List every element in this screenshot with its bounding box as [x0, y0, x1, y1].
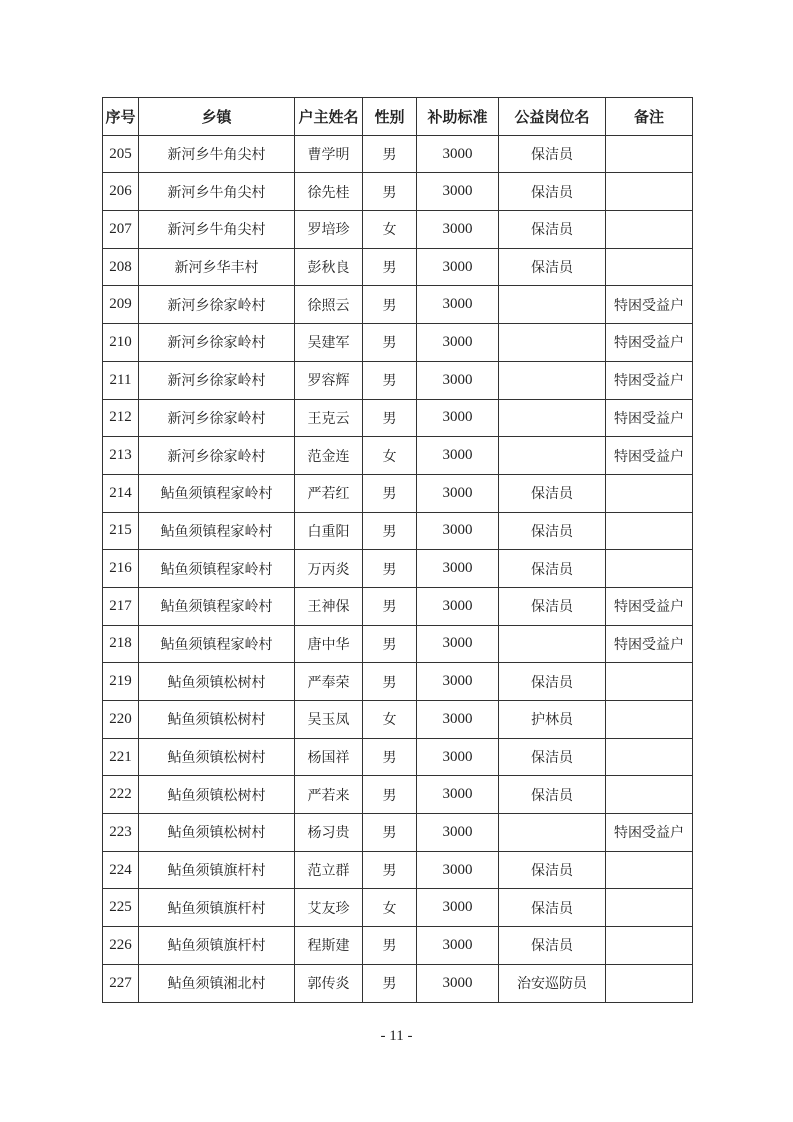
cell-gender: 男	[363, 587, 417, 625]
cell-gender: 男	[363, 663, 417, 701]
header-public-welfare-post: 公益岗位名	[499, 98, 606, 136]
cell-index: 226	[103, 927, 139, 965]
cell-index: 211	[103, 361, 139, 399]
table-row	[103, 399, 693, 437]
cell-remarks: 特困受益户	[606, 399, 693, 437]
cell-householder-name: 范金连	[295, 437, 363, 475]
cell-public-welfare-post	[499, 361, 606, 399]
cell-gender: 男	[363, 738, 417, 776]
cell-township: 新河乡徐家岭村	[139, 361, 295, 399]
cell-gender: 女	[363, 701, 417, 739]
subsidy-table	[102, 97, 693, 1003]
cell-public-welfare-post: 保洁员	[499, 248, 606, 286]
table-row	[103, 474, 693, 512]
cell-public-welfare-post: 治安巡防员	[499, 964, 606, 1002]
cell-public-welfare-post	[499, 286, 606, 324]
cell-index: 212	[103, 399, 139, 437]
table-row	[103, 738, 693, 776]
cell-remarks	[606, 851, 693, 889]
cell-householder-name: 杨国祥	[295, 738, 363, 776]
cell-township: 新河乡华丰村	[139, 248, 295, 286]
cell-householder-name: 严奉荣	[295, 663, 363, 701]
cell-index: 217	[103, 587, 139, 625]
table-row	[103, 550, 693, 588]
cell-index: 227	[103, 964, 139, 1002]
cell-public-welfare-post: 保洁员	[499, 663, 606, 701]
table-row	[103, 587, 693, 625]
cell-public-welfare-post: 保洁员	[499, 851, 606, 889]
cell-householder-name: 罗培珍	[295, 211, 363, 249]
cell-householder-name: 徐先桂	[295, 173, 363, 211]
cell-remarks	[606, 550, 693, 588]
table-row	[103, 663, 693, 701]
table-row	[103, 248, 693, 286]
cell-remarks	[606, 211, 693, 249]
cell-subsidy-standard: 3000	[417, 851, 499, 889]
cell-remarks	[606, 927, 693, 965]
cell-index: 208	[103, 248, 139, 286]
header-gender: 性别	[363, 98, 417, 136]
cell-householder-name: 郭传炎	[295, 964, 363, 1002]
cell-gender: 男	[363, 173, 417, 211]
cell-township: 新河乡徐家岭村	[139, 399, 295, 437]
cell-householder-name: 徐照云	[295, 286, 363, 324]
cell-township: 鲇鱼须镇程家岭村	[139, 512, 295, 550]
cell-index: 222	[103, 776, 139, 814]
cell-township: 鲇鱼须镇旗杆村	[139, 851, 295, 889]
cell-public-welfare-post: 保洁员	[499, 776, 606, 814]
cell-index: 225	[103, 889, 139, 927]
cell-index: 216	[103, 550, 139, 588]
cell-householder-name: 程斯建	[295, 927, 363, 965]
cell-township: 新河乡徐家岭村	[139, 324, 295, 362]
header-subsidy-standard: 补助标准	[417, 98, 499, 136]
cell-subsidy-standard: 3000	[417, 814, 499, 852]
table-row	[103, 286, 693, 324]
cell-subsidy-standard: 3000	[417, 625, 499, 663]
cell-subsidy-standard: 3000	[417, 173, 499, 211]
cell-index: 213	[103, 437, 139, 475]
cell-gender: 男	[363, 324, 417, 362]
cell-gender: 女	[363, 889, 417, 927]
cell-gender: 男	[363, 512, 417, 550]
cell-gender: 男	[363, 776, 417, 814]
cell-index: 220	[103, 701, 139, 739]
cell-gender: 男	[363, 361, 417, 399]
cell-public-welfare-post: 保洁员	[499, 927, 606, 965]
cell-subsidy-standard: 3000	[417, 135, 499, 173]
cell-remarks	[606, 173, 693, 211]
cell-public-welfare-post: 保洁员	[499, 135, 606, 173]
cell-remarks	[606, 701, 693, 739]
cell-remarks	[606, 964, 693, 1002]
cell-public-welfare-post: 保洁员	[499, 474, 606, 512]
cell-subsidy-standard: 3000	[417, 211, 499, 249]
cell-index: 224	[103, 851, 139, 889]
header-index: 序号	[103, 98, 139, 136]
cell-gender: 男	[363, 625, 417, 663]
table-row	[103, 889, 693, 927]
cell-householder-name: 王克云	[295, 399, 363, 437]
table-row	[103, 776, 693, 814]
table-row	[103, 964, 693, 1002]
table-row	[103, 512, 693, 550]
header-township: 乡镇	[139, 98, 295, 136]
cell-index: 214	[103, 474, 139, 512]
cell-index: 219	[103, 663, 139, 701]
cell-subsidy-standard: 3000	[417, 587, 499, 625]
cell-remarks	[606, 889, 693, 927]
cell-township: 鲇鱼须镇松树村	[139, 701, 295, 739]
cell-householder-name: 范立群	[295, 851, 363, 889]
cell-township: 新河乡牛角尖村	[139, 211, 295, 249]
cell-subsidy-standard: 3000	[417, 437, 499, 475]
cell-gender: 女	[363, 437, 417, 475]
table-row	[103, 361, 693, 399]
cell-subsidy-standard: 3000	[417, 248, 499, 286]
table-header-row	[103, 98, 693, 136]
cell-township: 鲇鱼须镇旗杆村	[139, 927, 295, 965]
cell-remarks	[606, 738, 693, 776]
cell-householder-name: 唐中华	[295, 625, 363, 663]
table-row	[103, 437, 693, 475]
cell-index: 205	[103, 135, 139, 173]
table-row	[103, 927, 693, 965]
cell-township: 新河乡牛角尖村	[139, 173, 295, 211]
cell-householder-name: 严若来	[295, 776, 363, 814]
cell-subsidy-standard: 3000	[417, 399, 499, 437]
cell-remarks	[606, 135, 693, 173]
cell-township: 鲇鱼须镇程家岭村	[139, 625, 295, 663]
table-row	[103, 701, 693, 739]
cell-subsidy-standard: 3000	[417, 701, 499, 739]
cell-remarks	[606, 248, 693, 286]
cell-remarks: 特困受益户	[606, 361, 693, 399]
cell-subsidy-standard: 3000	[417, 550, 499, 588]
cell-householder-name: 艾友珍	[295, 889, 363, 927]
cell-remarks	[606, 512, 693, 550]
cell-householder-name: 曹学明	[295, 135, 363, 173]
cell-township: 鲇鱼须镇松树村	[139, 738, 295, 776]
cell-remarks: 特困受益户	[606, 814, 693, 852]
cell-gender: 男	[363, 474, 417, 512]
cell-householder-name: 杨习贵	[295, 814, 363, 852]
cell-subsidy-standard: 3000	[417, 361, 499, 399]
cell-index: 207	[103, 211, 139, 249]
cell-public-welfare-post: 保洁员	[499, 512, 606, 550]
cell-subsidy-standard: 3000	[417, 286, 499, 324]
cell-remarks: 特困受益户	[606, 324, 693, 362]
cell-index: 218	[103, 625, 139, 663]
cell-township: 鲇鱼须镇湘北村	[139, 964, 295, 1002]
table-row	[103, 851, 693, 889]
cell-township: 新河乡牛角尖村	[139, 135, 295, 173]
header-householder-name: 户主姓名	[295, 98, 363, 136]
cell-householder-name: 吴建军	[295, 324, 363, 362]
cell-index: 209	[103, 286, 139, 324]
cell-township: 鲇鱼须镇旗杆村	[139, 889, 295, 927]
cell-subsidy-standard: 3000	[417, 512, 499, 550]
cell-householder-name: 吴玉凤	[295, 701, 363, 739]
cell-subsidy-standard: 3000	[417, 738, 499, 776]
cell-householder-name: 彭秋良	[295, 248, 363, 286]
cell-remarks	[606, 474, 693, 512]
cell-township: 鲇鱼须镇程家岭村	[139, 587, 295, 625]
cell-public-welfare-post	[499, 814, 606, 852]
table-row	[103, 211, 693, 249]
cell-township: 新河乡徐家岭村	[139, 286, 295, 324]
cell-remarks: 特困受益户	[606, 437, 693, 475]
cell-public-welfare-post: 保洁员	[499, 738, 606, 776]
table-row	[103, 324, 693, 362]
cell-householder-name: 严若红	[295, 474, 363, 512]
cell-township: 鲇鱼须镇程家岭村	[139, 474, 295, 512]
cell-township: 鲇鱼须镇松树村	[139, 663, 295, 701]
cell-householder-name: 罗容辉	[295, 361, 363, 399]
cell-remarks	[606, 776, 693, 814]
table-body	[103, 135, 693, 1002]
cell-subsidy-standard: 3000	[417, 889, 499, 927]
cell-public-welfare-post: 保洁员	[499, 889, 606, 927]
cell-public-welfare-post: 保洁员	[499, 587, 606, 625]
cell-township: 新河乡徐家岭村	[139, 437, 295, 475]
cell-index: 223	[103, 814, 139, 852]
cell-remarks: 特困受益户	[606, 587, 693, 625]
cell-gender: 男	[363, 964, 417, 1002]
cell-gender: 男	[363, 550, 417, 588]
cell-gender: 男	[363, 814, 417, 852]
cell-public-welfare-post: 保洁员	[499, 550, 606, 588]
cell-public-welfare-post	[499, 437, 606, 475]
cell-gender: 男	[363, 399, 417, 437]
cell-public-welfare-post: 保洁员	[499, 211, 606, 249]
table-row	[103, 814, 693, 852]
table-row	[103, 135, 693, 173]
cell-public-welfare-post	[499, 399, 606, 437]
cell-public-welfare-post: 护林员	[499, 701, 606, 739]
cell-householder-name: 白重阳	[295, 512, 363, 550]
cell-gender: 男	[363, 927, 417, 965]
cell-gender: 男	[363, 135, 417, 173]
cell-index: 210	[103, 324, 139, 362]
cell-gender: 男	[363, 286, 417, 324]
cell-index: 215	[103, 512, 139, 550]
cell-gender: 女	[363, 211, 417, 249]
cell-township: 鲇鱼须镇程家岭村	[139, 550, 295, 588]
cell-subsidy-standard: 3000	[417, 474, 499, 512]
cell-householder-name: 万丙炎	[295, 550, 363, 588]
cell-public-welfare-post	[499, 625, 606, 663]
cell-householder-name: 王神保	[295, 587, 363, 625]
cell-index: 221	[103, 738, 139, 776]
cell-subsidy-standard: 3000	[417, 964, 499, 1002]
cell-remarks: 特困受益户	[606, 286, 693, 324]
cell-subsidy-standard: 3000	[417, 927, 499, 965]
cell-gender: 男	[363, 851, 417, 889]
cell-remarks: 特困受益户	[606, 625, 693, 663]
cell-public-welfare-post: 保洁员	[499, 173, 606, 211]
cell-subsidy-standard: 3000	[417, 324, 499, 362]
table-row	[103, 625, 693, 663]
header-remarks: 备注	[606, 98, 693, 136]
cell-subsidy-standard: 3000	[417, 663, 499, 701]
table-row	[103, 173, 693, 211]
cell-index: 206	[103, 173, 139, 211]
cell-gender: 男	[363, 248, 417, 286]
cell-subsidy-standard: 3000	[417, 776, 499, 814]
page-number: - 11 -	[380, 1028, 413, 1044]
cell-remarks	[606, 663, 693, 701]
cell-township: 鲇鱼须镇松树村	[139, 776, 295, 814]
cell-public-welfare-post	[499, 324, 606, 362]
cell-township: 鲇鱼须镇松树村	[139, 814, 295, 852]
